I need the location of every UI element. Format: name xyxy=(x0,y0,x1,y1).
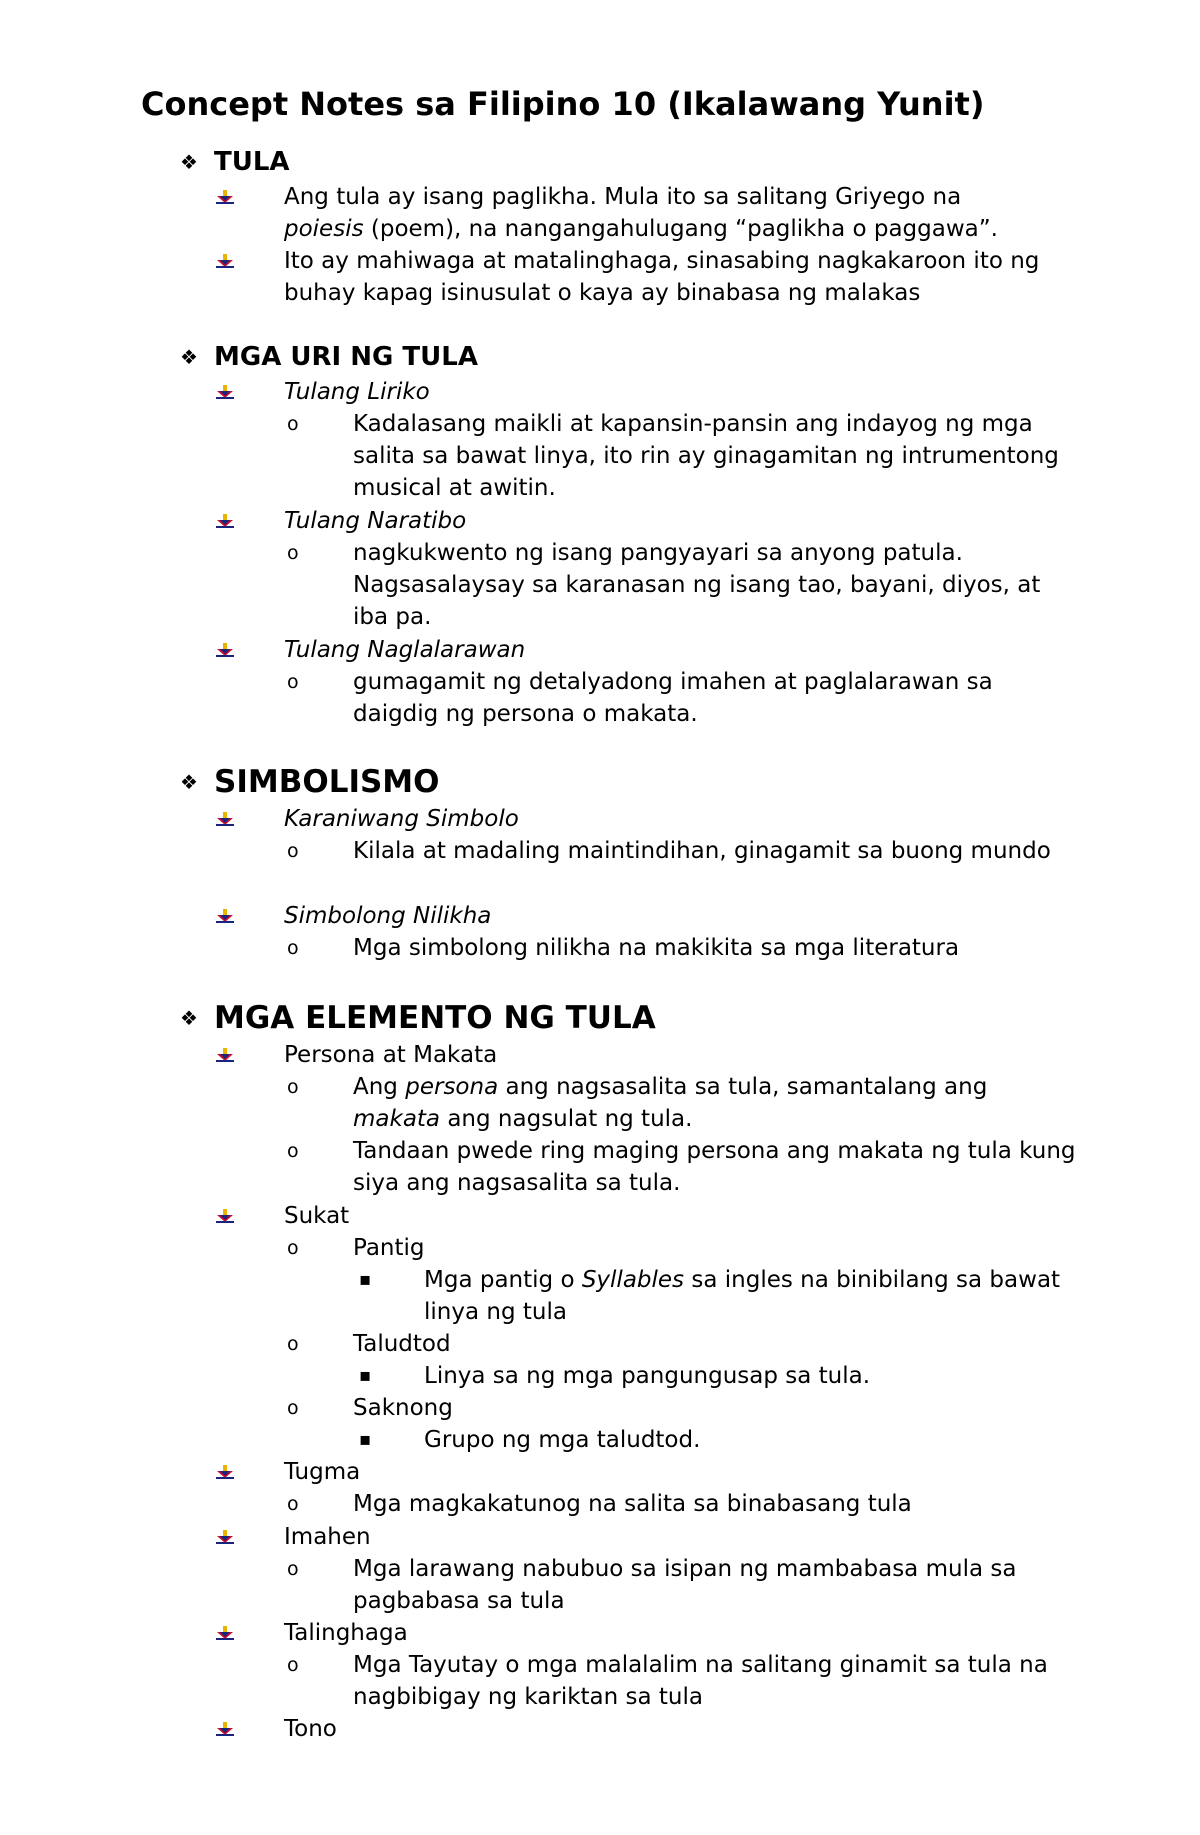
list-item: Imahen xyxy=(250,1521,1080,1553)
sub-list-item: o Kilala at madaling maintindihan, ginagamit sa buong mundo xyxy=(320,835,1080,867)
section-heading-mga-uri-ng-tula: ❖ MGA URI NG TULA xyxy=(180,342,478,372)
list-item: Simbolong Nilikha xyxy=(250,900,1080,932)
hollow-circle-bullet-icon: o xyxy=(287,1076,299,1098)
sub-list-item: o Mga magkakatunog na salita sa binabasang tula xyxy=(320,1488,1080,1520)
hollow-circle-bullet-icon: o xyxy=(287,671,299,693)
square-bullet-icon: ▪ xyxy=(359,1429,372,1450)
list-item: Tono xyxy=(250,1713,1080,1745)
list-item: Persona at Makata xyxy=(250,1039,1080,1071)
hollow-circle-bullet-icon: o xyxy=(287,1397,299,1419)
hollow-circle-bullet-icon: o xyxy=(287,1558,299,1580)
arrow-bullet-icon xyxy=(216,909,234,923)
sub-list-item: o Mga simbolong nilikha na makikita sa mga literatura xyxy=(320,932,1080,964)
arrow-bullet-icon xyxy=(216,812,234,826)
arrow-bullet-icon xyxy=(216,1048,234,1062)
hollow-circle-bullet-icon: o xyxy=(287,1140,299,1162)
list-item: Tulang Liriko xyxy=(250,376,1080,408)
arrow-bullet-icon xyxy=(216,190,234,204)
hollow-circle-bullet-icon: o xyxy=(287,542,299,564)
arrow-bullet-icon xyxy=(216,1465,234,1479)
sub-sub-list-item: ▪ Linya sa ng mga pangungusap sa tula. xyxy=(391,1360,1081,1392)
sub-list-item: o Taludtod xyxy=(320,1328,1080,1360)
arrow-bullet-icon xyxy=(216,514,234,528)
list-item: Sukat xyxy=(250,1200,1080,1232)
section-heading-tula: ❖ TULA xyxy=(180,147,290,177)
hollow-circle-bullet-icon: o xyxy=(287,1333,299,1355)
sub-list-item: o Saknong xyxy=(320,1392,1080,1424)
diamond-bullet-icon: ❖ xyxy=(180,345,198,369)
hollow-circle-bullet-icon: o xyxy=(287,1493,299,1515)
square-bullet-icon: ▪ xyxy=(359,1365,372,1386)
sub-sub-list-item: ▪ Grupo ng mga taludtod. xyxy=(391,1424,1081,1456)
arrow-bullet-icon xyxy=(216,1722,234,1736)
arrow-bullet-icon xyxy=(216,385,234,399)
list-item: Tulang Naglalarawan xyxy=(250,634,1080,666)
arrow-bullet-icon xyxy=(216,254,234,268)
section-heading-mga-elemento-ng-tula: ❖ MGA ELEMENTO NG TULA xyxy=(180,1000,656,1036)
hollow-circle-bullet-icon: o xyxy=(287,1237,299,1259)
list-item: Tulang Naratibo xyxy=(250,505,1080,537)
sub-list-item: o Pantig xyxy=(320,1232,1080,1264)
list-item: Talinghaga xyxy=(250,1617,1080,1649)
sub-list-item: o gumagamit ng detalyadong imahen at paglalarawan sa daigdig ng persona o makata. xyxy=(320,666,1080,730)
list-item: Ito ay mahiwaga at matalinghaga, sinasabing nagkakaroon ito ng buhay kapag isinusulat o kaya ay binabasa ng malakas xyxy=(250,245,1080,309)
sub-list-item: o Kadalasang maikli at kapansin-pansin ang indayog ng mga salita sa bawat linya, ito rin ay ginagamitan ng intrumentong musical at awitin. xyxy=(320,408,1080,504)
arrow-bullet-icon xyxy=(216,643,234,657)
arrow-bullet-icon xyxy=(216,1209,234,1223)
arrow-bullet-icon xyxy=(216,1530,234,1544)
hollow-circle-bullet-icon: o xyxy=(287,413,299,435)
hollow-circle-bullet-icon: o xyxy=(287,1654,299,1676)
arrow-bullet-icon xyxy=(216,1626,234,1640)
diamond-bullet-icon: ❖ xyxy=(180,1006,198,1030)
sub-list-item: o Mga Tayutay o mga malalalim na salitang ginamit sa tula na nagbibigay ng kariktan sa tula xyxy=(320,1649,1080,1713)
sub-list-item: o Ang persona ang nagsasalita sa tula, samantalang ang makata ang nagsulat ng tula. xyxy=(320,1071,1080,1135)
list-item: Karaniwang Simbolo xyxy=(250,803,1080,835)
sub-list-item: o Mga larawang nabubuo sa isipan ng mambabasa mula sa pagbabasa sa tula xyxy=(320,1553,1080,1617)
sub-sub-list-item: ▪ Mga pantig o Syllables sa ingles na binibilang sa bawat linya ng tula xyxy=(391,1264,1081,1328)
section-heading-simbolismo: ❖ SIMBOLISMO xyxy=(180,764,440,800)
square-bullet-icon: ▪ xyxy=(359,1269,372,1290)
sub-list-item: o Tandaan pwede ring maging persona ang makata ng tula kung siya ang nagsasalita sa tula. xyxy=(320,1135,1080,1199)
hollow-circle-bullet-icon: o xyxy=(287,840,299,862)
list-item: Tugma xyxy=(250,1456,1080,1488)
hollow-circle-bullet-icon: o xyxy=(287,937,299,959)
document-title: Concept Notes sa Filipino 10 (Ikalawang Yunit) xyxy=(141,85,985,123)
diamond-bullet-icon: ❖ xyxy=(180,770,198,794)
sub-list-item: o nagkukwento ng isang pangyayari sa anyong patula. Nagsasalaysay sa karanasan ng isang tao, bayani, diyos, at iba pa. xyxy=(320,537,1080,633)
diamond-bullet-icon: ❖ xyxy=(180,150,198,174)
list-item: Ang tula ay isang paglikha. Mula ito sa salitang Griyego na poiesis (poem), na nangangahulugang “paglikha o paggawa”. xyxy=(250,181,1080,245)
